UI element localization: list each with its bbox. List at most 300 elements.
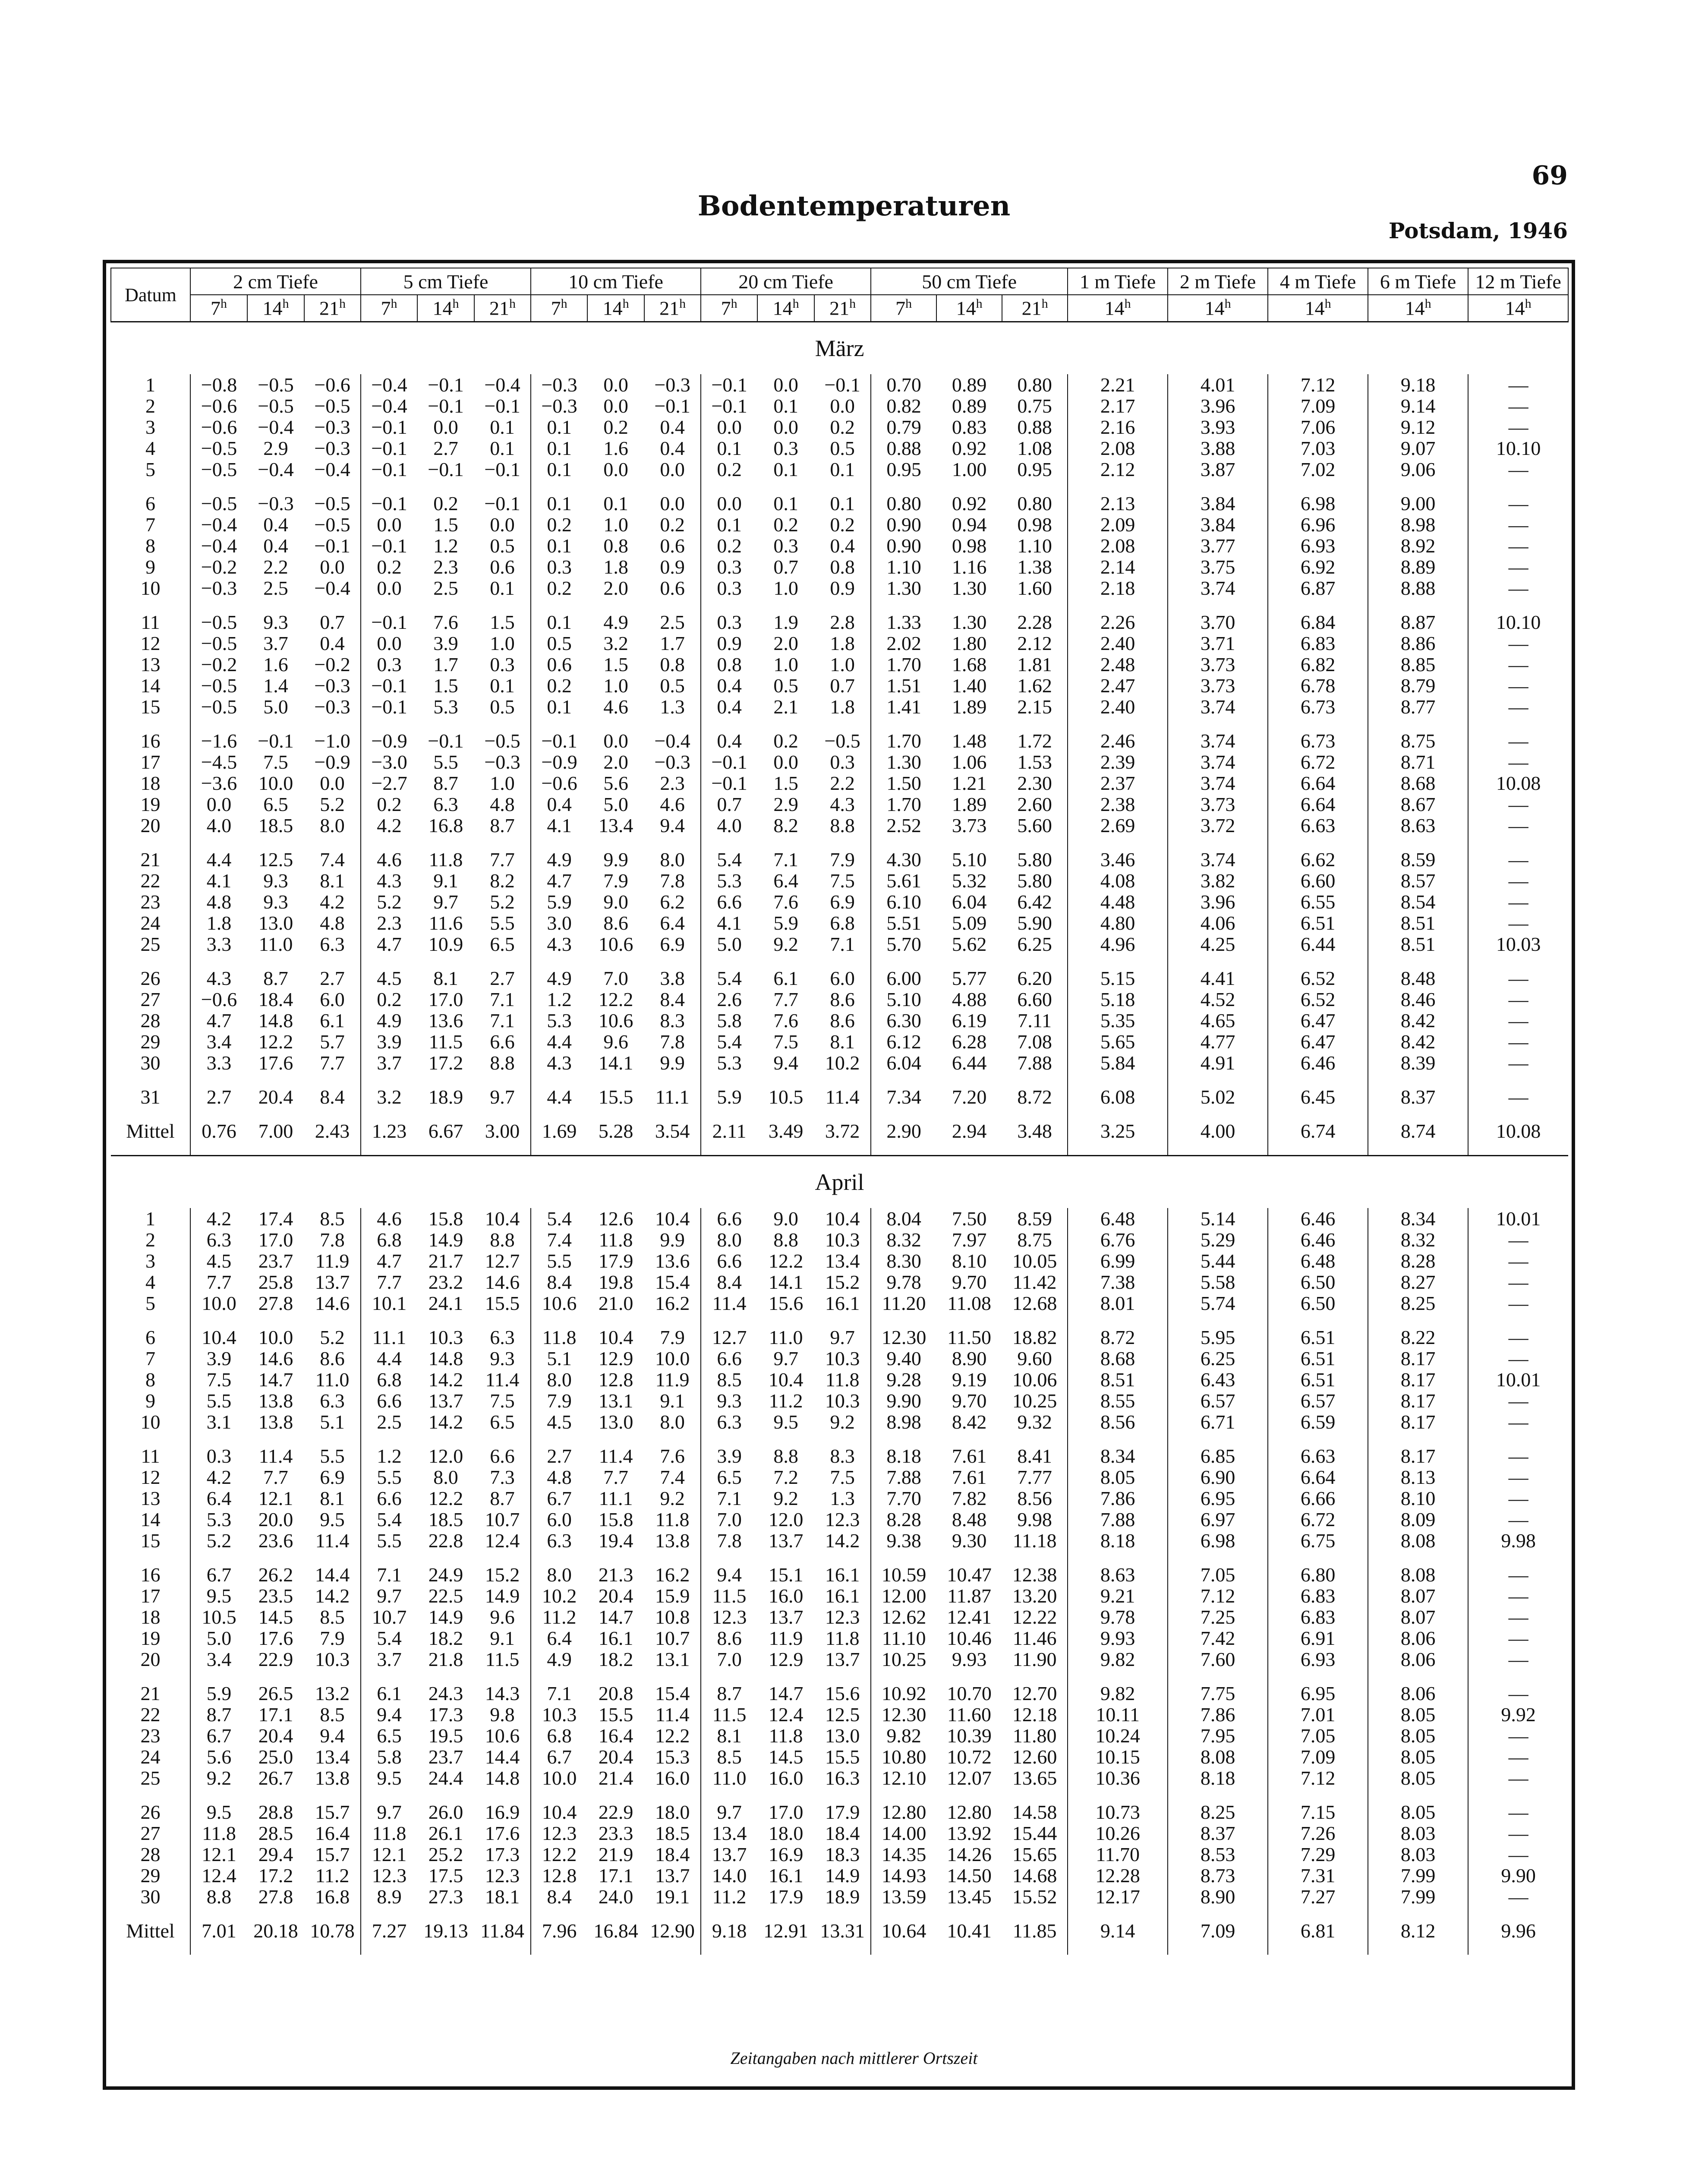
cell-value: 14.9	[825, 1865, 860, 1887]
table-row	[111, 1767, 1568, 1789]
cell-value: 8.09	[1368, 1509, 1468, 1530]
cell-value: 6.50	[1268, 1271, 1368, 1293]
cell-value: 5.4	[701, 968, 757, 989]
cell-value: 8.25	[1168, 1801, 1268, 1823]
cell-value: 7.7	[190, 1271, 247, 1293]
cell-value: 8.48	[952, 1508, 987, 1530]
cell-value: 0.89	[952, 395, 987, 417]
cell-value: 14.1	[768, 1271, 804, 1293]
cell-value: 6.08	[1068, 1086, 1168, 1107]
cell-value: —	[1468, 535, 1568, 556]
cell-value: −0.1	[701, 395, 757, 416]
cell-value: 2.7	[490, 967, 515, 989]
cell-value: 12.2	[428, 1487, 463, 1509]
cell-value: 6.9	[320, 1466, 345, 1488]
cell-value: 6.8	[361, 1369, 417, 1390]
cell-value: 12.5	[825, 1704, 860, 1726]
cell-value: 0.92	[952, 492, 987, 514]
cell-value: 15.44	[1012, 1822, 1057, 1844]
table-row	[111, 1585, 1568, 1606]
cell-value: 5.1	[531, 1348, 587, 1369]
cell-value: 8.63	[1368, 815, 1468, 836]
row-label: Mittel	[126, 1120, 175, 1142]
cell-value: 11.9	[315, 1250, 350, 1272]
cell-value: 0.0	[361, 577, 417, 599]
cell-value: 10.01	[1468, 1208, 1568, 1229]
cell-value: 12.1	[190, 1844, 247, 1865]
table-row	[111, 794, 1568, 815]
cell-value: 8.05	[1368, 1801, 1468, 1823]
cell-value: 10.7	[655, 1627, 690, 1649]
cell-value: 5.80	[1017, 870, 1052, 892]
cell-value: −0.5	[314, 492, 350, 514]
cell-value: 2.5	[361, 1411, 417, 1432]
cell-value: 1.16	[952, 556, 987, 578]
cell-value: 4.4	[361, 1348, 417, 1369]
cell-value: 9.40	[871, 1348, 936, 1369]
cell-value: 11.1	[361, 1327, 417, 1348]
cell-value: −0.5	[190, 696, 247, 717]
cell-value: 6.5	[361, 1725, 417, 1746]
cell-value: 13.4	[701, 1823, 757, 1844]
cell-value: −0.9	[314, 751, 350, 773]
cell-value: 14.58	[1012, 1801, 1057, 1823]
cell-value: 3.7	[263, 632, 288, 654]
place-year: Potsdam, 1946	[1388, 218, 1568, 243]
cell-value: 0.79	[871, 416, 936, 438]
cell-value: 11.0	[315, 1369, 350, 1391]
cell-value: 8.5	[320, 1606, 345, 1628]
cell-value: 11.46	[1012, 1627, 1057, 1649]
cell-value: 10.4	[531, 1801, 587, 1823]
cell-value: 13.7	[768, 1606, 804, 1628]
cell-value: 5.2	[320, 1326, 345, 1348]
cell-value: —	[1468, 1649, 1568, 1670]
cell-value: 1.50	[871, 773, 936, 794]
cell-value: 10.03	[1468, 934, 1568, 955]
cell-value: 8.10	[952, 1250, 987, 1272]
cell-value: 8.0	[433, 1466, 458, 1488]
cell-value: 10.4	[598, 1326, 633, 1348]
cell-value: −0.4	[361, 395, 417, 416]
cell-value: 7.11	[1018, 1010, 1052, 1032]
cell-value: 0.0	[603, 374, 628, 396]
cell-value: 10.05	[1012, 1250, 1057, 1272]
mean-row	[111, 1907, 1568, 1955]
cell-value: 1.7	[433, 653, 458, 675]
cell-value: 7.09	[1268, 1746, 1368, 1767]
cell-value: 0.0	[603, 730, 628, 752]
cell-value: 7.1	[830, 933, 855, 955]
cell-value: 14.9	[428, 1606, 463, 1628]
cell-value: 4.1	[190, 870, 247, 891]
cell-value: 17.9	[825, 1801, 860, 1823]
cell-value: 8.28	[1368, 1250, 1468, 1271]
cell-value: 4.5	[190, 1250, 247, 1271]
cell-value: —	[1468, 577, 1568, 599]
cell-value: 11.2	[769, 1390, 803, 1412]
cell-value: 22.5	[428, 1585, 463, 1607]
cell-value: 7.0	[701, 1509, 757, 1530]
cell-value: 0.2	[773, 514, 798, 536]
cell-value: 0.3	[701, 577, 757, 599]
cell-value: 10.3	[825, 1347, 860, 1369]
cell-value: 14.2	[825, 1530, 860, 1552]
table-row	[111, 696, 1568, 717]
cell-value: 2.5	[263, 577, 288, 599]
cell-value: 2.0	[773, 632, 798, 654]
cell-value: 7.97	[952, 1229, 987, 1251]
cell-value: 14.6	[485, 1271, 520, 1293]
cell-value: 8.05	[1368, 1725, 1468, 1746]
cell-value: 3.75	[1168, 556, 1268, 577]
cell-value: 0.0	[603, 395, 628, 417]
cell-value: 5.02	[1168, 1086, 1268, 1107]
cell-value: 5.0	[701, 934, 757, 955]
cell-value: 21.8	[428, 1648, 463, 1670]
cell-value: 1.51	[871, 675, 936, 696]
cell-value: 11.6	[429, 912, 463, 934]
header-hour: 21$^h$	[1002, 295, 1068, 322]
cell-value: 15.52	[1012, 1886, 1057, 1908]
cell-value: 3.93	[1168, 416, 1268, 438]
cell-value: 10.8	[655, 1606, 690, 1628]
cell-value: 12.90	[650, 1920, 695, 1942]
cell-value: 2.40	[1068, 633, 1168, 654]
cell-value: 14.6	[258, 1347, 293, 1369]
cell-value: 7.01	[190, 1907, 247, 1955]
cell-value: 9.6	[490, 1606, 515, 1628]
cell-value: 12.30	[871, 1704, 936, 1725]
cell-value: 0.98	[1017, 514, 1052, 536]
cell-value: 2.0	[603, 751, 628, 773]
cell-value: 1.70	[871, 794, 936, 815]
cell-value: 11.9	[769, 1627, 803, 1649]
table-row	[111, 1271, 1568, 1293]
cell-value: 10.0	[258, 1326, 293, 1348]
cell-value: 9.7	[361, 1801, 417, 1823]
cell-value: 5.6	[603, 772, 628, 794]
cell-value: 23.2	[428, 1271, 463, 1293]
cell-value: 5.9	[773, 912, 798, 934]
cell-value: 7.99	[1368, 1886, 1468, 1907]
cell-value: 0.1	[531, 416, 587, 438]
cell-value: 0.80	[1017, 492, 1052, 514]
cell-value: 15.5	[485, 1292, 520, 1314]
cell-value: 18.5	[428, 1508, 463, 1530]
cell-value: 5.4	[361, 1628, 417, 1649]
cell-value: 15.7	[315, 1801, 350, 1823]
table-row	[111, 1031, 1568, 1052]
cell-value: 6.95	[1168, 1488, 1268, 1509]
cell-value: 14.2	[428, 1411, 463, 1433]
row-label: 24	[140, 1746, 161, 1768]
cell-value: 2.60	[1017, 793, 1052, 815]
cell-value: −0.1	[428, 730, 464, 752]
cell-value: −0.3	[314, 416, 350, 438]
cell-value: 9.3	[701, 1390, 757, 1411]
cell-value: 3.7	[361, 1649, 417, 1670]
row-label: 15	[140, 696, 161, 718]
cell-value: 8.01	[1068, 1293, 1168, 1314]
cell-value: 9.14	[1068, 1907, 1168, 1955]
cell-value: 6.64	[1268, 773, 1368, 794]
cell-value: 3.84	[1168, 493, 1268, 514]
cell-value: 23.5	[258, 1585, 293, 1607]
cell-value: 8.05	[1368, 1746, 1468, 1767]
cell-value: 8.4	[531, 1886, 587, 1907]
cell-value: 4.5	[531, 1411, 587, 1432]
cell-value: 2.17	[1068, 395, 1168, 416]
cell-value: 6.45	[1268, 1086, 1368, 1107]
cell-value: 1.3	[660, 696, 685, 718]
cell-value: 8.4	[320, 1086, 345, 1108]
cell-value: 0.7	[830, 675, 855, 697]
soil-temperature-table	[110, 268, 1569, 1955]
cell-value: —	[1468, 1052, 1568, 1073]
cell-value: −0.1	[361, 612, 417, 633]
cell-value: 6.6	[701, 1348, 757, 1369]
cell-value: 5.35	[1068, 1010, 1168, 1031]
cell-value: 11.5	[701, 1585, 757, 1606]
header-hour: 7$^h$	[531, 295, 587, 322]
cell-value: 0.94	[952, 514, 987, 536]
cell-value: 8.12	[1368, 1907, 1468, 1955]
cell-value: 4.01	[1168, 374, 1268, 395]
cell-value: 5.4	[531, 1208, 587, 1229]
cell-value: 8.7	[433, 772, 458, 794]
cell-value: 0.1	[490, 437, 515, 459]
cell-value: −0.5	[190, 612, 247, 633]
cell-value: 0.1	[603, 492, 628, 514]
cell-value: 21.0	[598, 1292, 633, 1314]
cell-value: 10.06	[1012, 1369, 1057, 1391]
cell-value: 16.2	[655, 1564, 690, 1586]
cell-value: 10.1	[361, 1293, 417, 1314]
cell-value: 8.59	[1368, 849, 1468, 870]
cell-value: 16.8	[428, 814, 463, 836]
cell-value: 8.0	[701, 1229, 757, 1250]
cell-value: —	[1468, 1348, 1568, 1369]
cell-value: 18.4	[258, 988, 293, 1010]
cell-value: 6.04	[952, 891, 987, 913]
cell-value: 6.8	[361, 1229, 417, 1250]
cell-value: −0.1	[701, 751, 757, 773]
cell-value: 7.0	[603, 967, 628, 989]
cell-value: 5.14	[1168, 1208, 1268, 1229]
cell-value: 27.8	[258, 1886, 293, 1908]
cell-value: 0.3	[773, 437, 798, 459]
cell-value: 9.7	[773, 1347, 798, 1369]
cell-value: 15.7	[315, 1843, 350, 1865]
cell-value: —	[1468, 1585, 1568, 1606]
cell-value: −0.3	[314, 675, 350, 697]
cell-value: 0.76	[190, 1107, 247, 1156]
cell-value: 7.27	[361, 1907, 417, 1955]
cell-value: 4.80	[1068, 912, 1168, 934]
cell-value: 15.3	[655, 1746, 690, 1768]
cell-value: 23.7	[258, 1250, 293, 1272]
cell-value: 8.71	[1368, 751, 1468, 773]
table-row	[111, 395, 1568, 416]
cell-value: −0.4	[654, 730, 690, 752]
cell-value: 4.9	[603, 611, 628, 633]
cell-value: 5.10	[952, 849, 987, 871]
cell-value: —	[1468, 730, 1568, 751]
table-row	[111, 1010, 1568, 1031]
cell-value: 9.78	[871, 1271, 936, 1293]
cell-value: 11.0	[769, 1326, 803, 1348]
cell-value: 0.0	[320, 556, 345, 578]
cell-value: —	[1468, 416, 1568, 438]
row-label: 29	[140, 1865, 161, 1887]
header-hour: 21$^h$	[814, 295, 871, 322]
cell-value: −0.1	[258, 730, 294, 752]
cell-value: —	[1468, 1725, 1568, 1746]
cell-value: —	[1468, 1801, 1568, 1823]
cell-value: 1.70	[871, 654, 936, 675]
header-hour: 14$^h$	[587, 295, 644, 322]
cell-value: 0.5	[490, 696, 515, 718]
cell-value: 4.25	[1168, 934, 1268, 955]
cell-value: 11.2	[531, 1606, 587, 1628]
cell-value: 0.4	[701, 675, 757, 696]
cell-value: 5.90	[1017, 912, 1052, 934]
cell-value: 2.7	[433, 437, 458, 459]
cell-value: 6.97	[1168, 1509, 1268, 1530]
cell-value: 26.0	[428, 1801, 463, 1823]
cell-value: 12.0	[768, 1508, 804, 1530]
cell-value: —	[1468, 1564, 1568, 1585]
row-label: 17	[140, 751, 161, 773]
cell-value: 6.9	[830, 891, 855, 913]
cell-value: 7.88	[871, 1467, 936, 1488]
cell-value: 4.06	[1168, 912, 1268, 934]
cell-value: —	[1468, 1767, 1568, 1789]
cell-value: 15.5	[598, 1704, 633, 1726]
cell-value: 6.82	[1268, 654, 1368, 675]
cell-value: 10.9	[428, 933, 463, 955]
cell-value: 0.2	[361, 794, 417, 815]
cell-value: 10.47	[947, 1564, 992, 1586]
cell-value: 12.18	[1012, 1704, 1057, 1726]
cell-value: 0.8	[660, 653, 685, 675]
cell-value: 3.74	[1168, 849, 1268, 870]
cell-value: −0.3	[314, 696, 350, 718]
cell-value: 12.22	[1012, 1606, 1057, 1628]
cell-value: −0.4	[314, 458, 350, 480]
cell-value: 11.18	[1012, 1530, 1057, 1552]
cell-value: 6.7	[190, 1725, 247, 1746]
cell-value: 12.10	[871, 1767, 936, 1789]
cell-value: 6.71	[1168, 1411, 1268, 1432]
cell-value: 6.9	[660, 933, 685, 955]
cell-value: 1.10	[871, 556, 936, 577]
cell-value: 8.51	[1368, 934, 1468, 955]
cell-value: 13.92	[947, 1822, 992, 1844]
cell-value: 20.8	[598, 1682, 633, 1704]
cell-value: 4.30	[871, 849, 936, 870]
cell-value: 13.8	[258, 1390, 293, 1412]
table-row	[111, 815, 1568, 836]
cell-value: 2.14	[1068, 556, 1168, 577]
cell-value: 10.15	[1068, 1746, 1168, 1767]
cell-value: 9.1	[660, 1390, 685, 1412]
cell-value: 9.90	[871, 1390, 936, 1411]
cell-value: 4.88	[952, 988, 987, 1010]
row-label: 27	[140, 1822, 161, 1844]
cell-value: 16.0	[768, 1767, 804, 1789]
cell-value: 14.3	[485, 1682, 520, 1704]
cell-value: 4.6	[361, 1208, 417, 1229]
cell-value: 0.80	[871, 493, 936, 514]
cell-value: 9.3	[263, 611, 288, 633]
cell-value: 5.09	[952, 912, 987, 934]
cell-value: 7.61	[952, 1466, 987, 1488]
cell-value: 17.4	[258, 1208, 293, 1230]
cell-value: 11.84	[480, 1920, 524, 1942]
cell-value: —	[1468, 374, 1568, 395]
cell-value: 7.2	[773, 1466, 798, 1488]
cell-value: 0.4	[263, 535, 288, 557]
table-row	[111, 912, 1568, 934]
cell-value: 2.47	[1068, 675, 1168, 696]
cell-value: 7.7	[361, 1271, 417, 1293]
cell-value: 0.4	[701, 696, 757, 717]
cell-value: 9.2	[773, 1487, 798, 1509]
cell-value: 17.6	[258, 1627, 293, 1649]
cell-value: 9.96	[1468, 1907, 1568, 1955]
cell-value: −0.1	[361, 535, 417, 556]
cell-value: −0.2	[190, 556, 247, 577]
cell-value: 15.1	[768, 1564, 804, 1586]
cell-value: 10.6	[485, 1725, 520, 1747]
table-row	[111, 1844, 1568, 1865]
cell-value: 11.4	[655, 1704, 690, 1726]
cell-value: 10.10	[1468, 438, 1568, 459]
cell-value: 8.53	[1168, 1844, 1268, 1865]
cell-value: 17.1	[598, 1865, 633, 1887]
header-depth: 5 cm Tiefe	[361, 268, 531, 295]
cell-value: 6.6	[490, 1031, 515, 1053]
cell-value: 10.25	[871, 1649, 936, 1670]
row-label: 2	[145, 1229, 155, 1251]
cell-value: 3.46	[1068, 849, 1168, 870]
cell-value: 12.70	[1012, 1682, 1057, 1704]
cell-value: 18.4	[825, 1822, 860, 1844]
cell-value: 4.8	[320, 912, 345, 934]
table-row	[111, 1208, 1568, 1229]
cell-value: 16.4	[598, 1725, 633, 1747]
cell-value: 23.7	[428, 1746, 463, 1768]
cell-value: 10.73	[1068, 1801, 1168, 1823]
cell-value: 4.5	[361, 968, 417, 989]
cell-value: 4.8	[190, 891, 247, 912]
cell-value: 8.9	[361, 1886, 417, 1907]
table-row	[111, 416, 1568, 438]
cell-value: 10.2	[531, 1585, 587, 1606]
cell-value: −0.1	[428, 374, 464, 396]
cell-value: 8.56	[1017, 1487, 1052, 1509]
cell-value: 20.4	[258, 1725, 293, 1747]
cell-value: 5.61	[871, 870, 936, 891]
row-label: 5	[145, 458, 155, 480]
cell-value: 12.80	[871, 1801, 936, 1823]
cell-value: 8.7	[490, 814, 515, 836]
cell-value: —	[1468, 514, 1568, 535]
cell-value: 8.5	[701, 1746, 757, 1767]
cell-value: 13.2	[315, 1682, 350, 1704]
